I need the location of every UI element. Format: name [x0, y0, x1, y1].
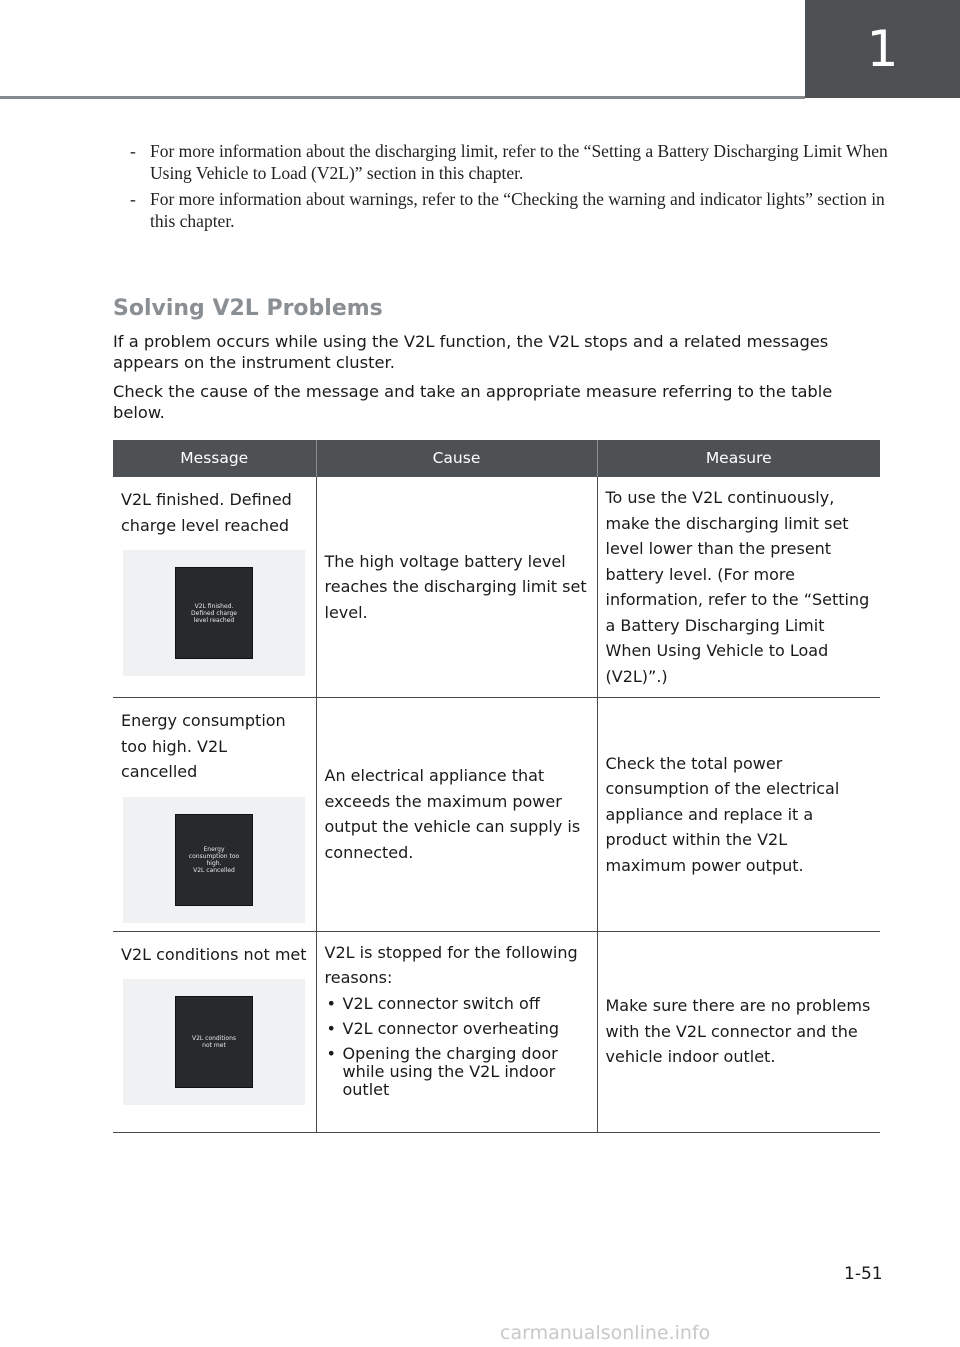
cause-cell	[316, 931, 597, 1132]
note-item	[128, 140, 888, 184]
list-item	[325, 995, 589, 1013]
cause-intro: V2L is stopped for the following reasons:	[324, 942, 578, 987]
message-cell	[113, 698, 316, 932]
note-marker: -	[130, 141, 136, 161]
cluster-image	[123, 797, 305, 923]
notes-list	[128, 140, 888, 236]
bullet-marker: •	[326, 993, 336, 1013]
cluster-screen-text: Energy consumption too high. V2L cancelled	[188, 845, 240, 874]
message-text: V2L conditions not met	[121, 944, 307, 964]
cluster-screen	[175, 567, 253, 659]
cause-cell	[316, 477, 597, 698]
watermark: carmanualsonline.info	[500, 1322, 711, 1344]
reason-text: V2L connector switch off	[342, 993, 540, 1013]
table-row	[113, 698, 880, 932]
message-text: Energy consumption too high. V2L cancelled	[121, 711, 286, 781]
cluster-screen	[175, 814, 253, 906]
cluster-screen	[175, 996, 253, 1088]
header-measure: Measure	[597, 440, 880, 477]
measure-text: Make sure there are no problems with the V2L connector and the vehicle indoor outlet.	[605, 996, 871, 1067]
table-row	[113, 931, 880, 1132]
cluster-image	[123, 979, 305, 1105]
message-cell	[113, 931, 316, 1132]
measure-cell	[597, 698, 880, 932]
chapter-number: 1	[866, 20, 899, 78]
cause-text: The high voltage battery level reaches the discharging limit set level.	[324, 551, 587, 622]
header-rule	[0, 96, 805, 99]
page-number: 1-51	[844, 1264, 883, 1284]
measure-cell	[597, 477, 880, 698]
cause-text: An electrical appliance that exceeds the maximum power output the vehicle can supply is connected.	[324, 766, 581, 862]
bullet-marker: •	[326, 1043, 336, 1063]
list-item	[325, 1045, 589, 1099]
v2l-problems-table	[113, 440, 880, 1133]
cluster-image	[123, 550, 305, 676]
header-message: Message	[113, 440, 316, 477]
note-text: For more information about warnings, refer to the “Checking the warning and indicator lights” section in this chapter.	[150, 189, 885, 231]
table-header-row	[113, 440, 880, 477]
cluster-screen-text: V2L finished. Defined charge level reached	[191, 602, 237, 624]
chapter-tab	[805, 0, 960, 98]
measure-text: Check the total power consumption of the electrical appliance and replace it a product within the V2L maximum power output.	[605, 753, 840, 875]
note-marker: -	[130, 189, 136, 209]
cause-cell	[316, 698, 597, 932]
cause-reasons-list	[325, 995, 589, 1099]
intro-paragraph: If a problem occurs while using the V2L function, the V2L stops and a related messages appears on the instrument cluster.	[113, 332, 829, 372]
message-text: V2L finished. Defined charge level reached	[121, 490, 292, 535]
bullet-marker: •	[326, 1018, 336, 1038]
list-item	[325, 1020, 589, 1038]
cluster-screen-text: V2L conditions not met	[191, 1035, 237, 1049]
message-cell	[113, 477, 316, 698]
table-row	[113, 477, 880, 698]
section-title: Solving V2L Problems	[113, 296, 383, 321]
reason-text: Opening the charging door while using the V2L indoor outlet	[342, 1043, 558, 1099]
header-cause: Cause	[316, 440, 597, 477]
note-text: For more information about the discharging limit, refer to the “Setting a Battery Discharging Limit When Using Vehicle to Load (V2L)” section in this chapter.	[150, 141, 888, 183]
measure-text: To use the V2L continuously, make the discharging limit set level lower than the present battery level. (For more information, refer to the “Setting a Battery Discharging Limit When Using Vehicle to Load (V2L)”.)	[605, 488, 870, 686]
intro-paragraph: Check the cause of the message and take an appropriate measure referring to the table below.	[113, 382, 833, 422]
reason-text: V2L connector overheating	[342, 1018, 560, 1038]
note-item	[128, 188, 888, 232]
measure-cell	[597, 931, 880, 1132]
